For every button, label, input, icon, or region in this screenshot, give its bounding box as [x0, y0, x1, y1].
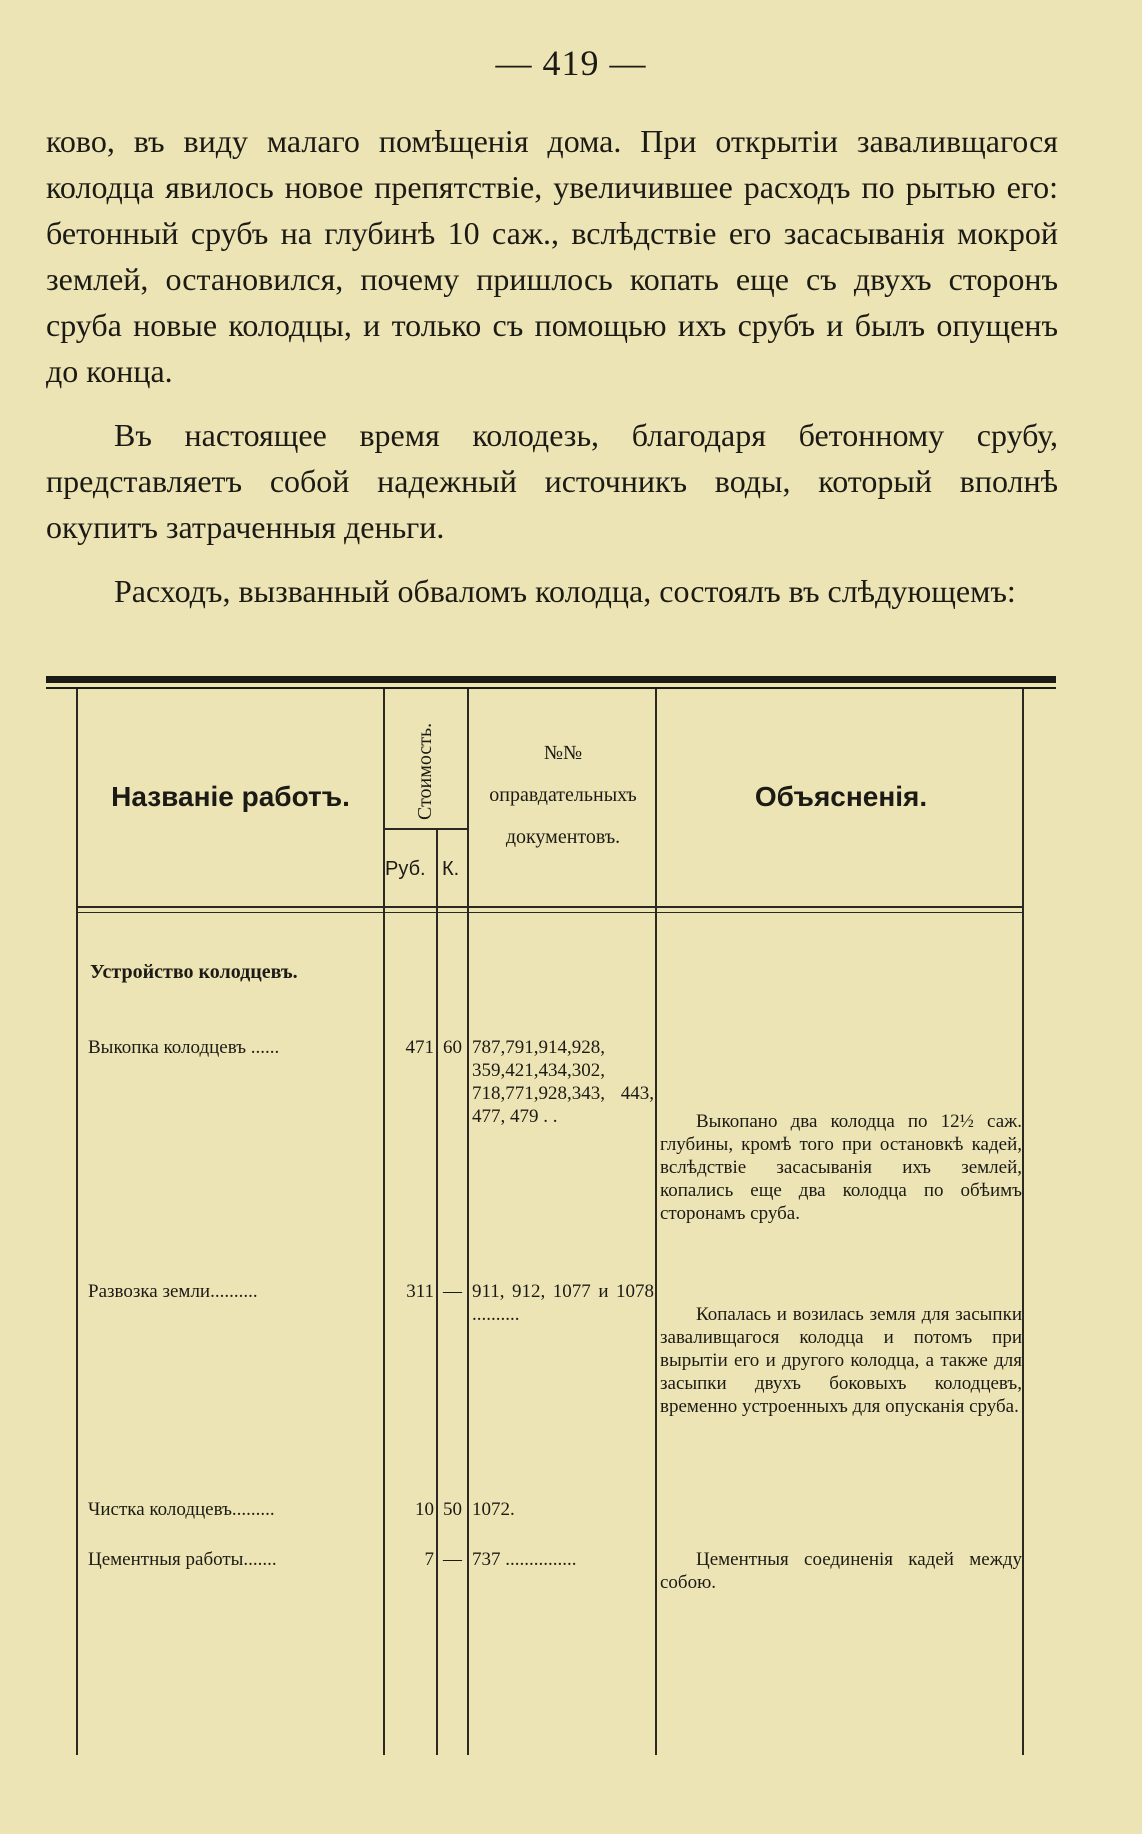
row-4-name: Цементныя работы....... — [88, 1549, 277, 1570]
table-hline-cost-sub — [384, 828, 468, 830]
row-4-explanation: Цементныя соединенія кадей между собою. — [660, 1549, 1022, 1593]
row-4-kop: — — [443, 1549, 462, 1570]
table-rule-thick — [46, 676, 1056, 683]
table-vline-right — [1022, 689, 1024, 1755]
row-2-kop: — — [443, 1281, 462, 1302]
row-3-docs: 1072. — [472, 1499, 515, 1520]
row-4-docs: 737 ............... — [472, 1549, 577, 1570]
header-name: Названіе работъ. — [111, 781, 350, 812]
header-docs: №№ оправдательныхъ документовъ. — [489, 742, 637, 848]
row-1-docs: 787,791,914,928, 359,421,434,302, 718,771,928,343, 443, 477, 479 . . — [472, 1037, 654, 1127]
paragraph-2: Въ настоящее время колодезь, благодаря бетонному срубу, представляетъ собой надежный источникъ воды, который вполнѣ окупитъ затраченныя деньги. — [46, 417, 1058, 545]
body-text — [46, 118, 1058, 632]
row-2-docs: 911, 912, 1077 и 1078 .......... — [472, 1281, 654, 1325]
table-vline-left — [76, 689, 78, 1755]
row-3-name: Чистка колодцевъ......... — [88, 1499, 275, 1520]
row-1-rub: 471 — [405, 1037, 434, 1058]
row-2-explanation: Копалась и возилась земля для засыпки заваливщагося колодца и потомъ при вырытіи его и другого колодца, а также для засыпки двухъ боковыхъ колодцевъ, временно устроенныхъ для опусканія сруба. — [660, 1304, 1022, 1417]
table-vline-rub — [436, 828, 438, 1755]
row-4-rub: 7 — [424, 1549, 434, 1570]
row-1-kop: 60 — [443, 1037, 462, 1058]
table-hline-header-2 — [78, 912, 1022, 913]
row-1-name: Выкопка колодцевъ ...... — [88, 1037, 280, 1058]
table-vline-name — [383, 689, 385, 1755]
table-vline-cost — [467, 689, 469, 1755]
table-rule-thin — [46, 687, 1056, 689]
section-title: Устройство колодцевъ. — [90, 961, 298, 983]
paragraph-3: Расходъ, вызванный обваломъ колодца, состоялъ въ слѣдующемъ: — [114, 573, 1016, 609]
row-1-explanation: Выкопано два колодца по 12½ саж. глубины, кромѣ того при остановкѣ кадей, вслѣдствіе засасыванія ихъ землей, копались еще два колодца по обѣимъ сторонамъ сруба. — [660, 1111, 1022, 1224]
table-hline-header-1 — [78, 906, 1022, 908]
header-explanations: Объясненія. — [754, 781, 928, 812]
page-number: — 419 — — [495, 43, 647, 83]
row-2-rub: 311 — [406, 1281, 434, 1302]
row-3-rub: 10 — [415, 1499, 434, 1520]
paragraph-1: ково, въ виду малаго помѣщенія дома. При открытіи заваливщагося колодца явилось новое препятствіе, увеличившее расходъ по рытью его: бетонный срубъ на глубинѣ 10 саж., вслѣдствіе его засасыванія мокрой землей, остановился, почему пришлось копать еще съ двухъ сторонъ сруба новые колодцы, и только съ помощью ихъ срубъ и былъ опущенъ до конца. — [46, 123, 1058, 389]
row-2-name: Развозка земли.......... — [88, 1281, 258, 1302]
row-3-kop: 50 — [443, 1499, 462, 1520]
header-rub: Руб. — [385, 858, 426, 880]
header-kop: К. — [442, 858, 460, 880]
header-cost: Стоимость. — [414, 722, 436, 820]
